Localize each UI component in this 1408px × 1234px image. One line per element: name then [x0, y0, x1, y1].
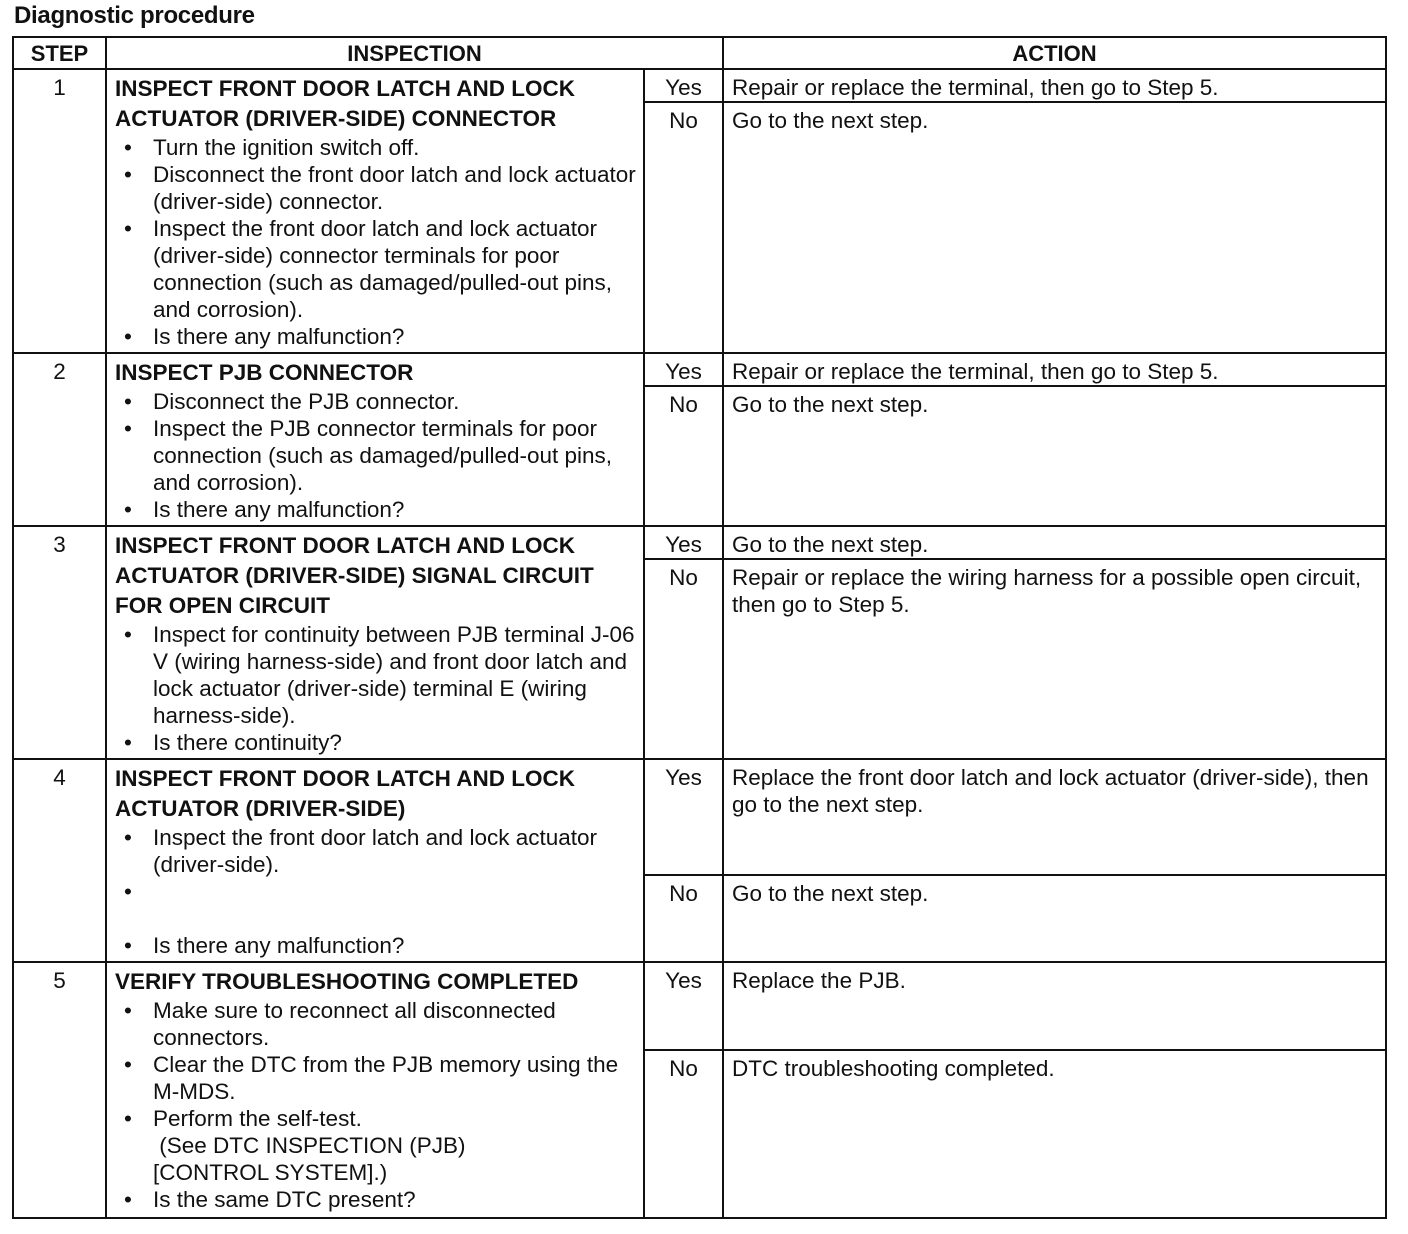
inspection-heading: VERIFY TROUBLESHOOTING COMPLETED — [115, 969, 579, 994]
step-number: 2 — [13, 353, 106, 526]
no-action: Go to the next step. — [723, 102, 1386, 353]
no-label: No — [644, 559, 723, 759]
inspection-bullets — [115, 621, 637, 756]
reference-note-line-1: (See DTC INSPECTION (PJB) — [153, 1133, 466, 1158]
no-action: Go to the next step. — [723, 875, 1386, 962]
bullet-item: • Inspect the front door latch and lock actuator (driver-side) connector terminals for poor connection (such as damaged/pulled-out pins, and corrosion). — [115, 215, 637, 323]
yes-label: Yes — [644, 69, 723, 102]
inspection-cell — [106, 526, 644, 759]
inspection-cell — [106, 759, 644, 962]
no-action: Go to the next step. — [723, 386, 1386, 526]
no-label: No — [644, 102, 723, 353]
yes-label: Yes — [644, 962, 723, 1050]
bullet-item: • Inspect the PJB connector terminals for poor connection (such as damaged/pulled-out pins, and corrosion). — [115, 415, 637, 496]
inspection-heading: INSPECT PJB CONNECTOR — [115, 360, 414, 385]
table-row — [13, 69, 1386, 102]
table-row — [13, 353, 1386, 386]
inspection-bullets — [115, 388, 637, 523]
table-row — [13, 962, 1386, 1050]
bullet-item: • Clear the DTC from the PJB memory using the M-MDS. — [115, 1051, 637, 1105]
no-label: No — [644, 386, 723, 526]
inspection-cell — [106, 69, 644, 353]
step-number: 3 — [13, 526, 106, 759]
diagnostic-table — [12, 36, 1387, 1219]
yes-label: Yes — [644, 759, 723, 875]
bullet-item: • Disconnect the front door latch and lock actuator (driver-side) connector. — [115, 161, 637, 215]
inspection-heading: INSPECT FRONT DOOR LATCH AND LOCK ACTUATOR (DRIVER-SIDE) SIGNAL CIRCUIT FOR OPEN CIRCUIT — [115, 533, 594, 618]
bullet-item: • Turn the ignition switch off. — [115, 134, 637, 161]
no-action: Repair or replace the wiring harness for a possible open circuit, then go to Step 5. — [723, 559, 1386, 759]
inspection-cell — [106, 962, 644, 1218]
no-label: No — [644, 875, 723, 962]
bullet-item: • Is there any malfunction? — [115, 932, 637, 959]
bullet-item: • Disconnect the PJB connector. — [115, 388, 637, 415]
bullet-item: • Inspect the front door latch and lock actuator (driver-side). — [115, 824, 637, 878]
table-row — [13, 526, 1386, 559]
bullet-spacer — [115, 878, 637, 932]
bullet-item: • Is there any malfunction? — [115, 323, 637, 350]
yes-action: Repair or replace the terminal, then go to Step 5. — [723, 69, 1386, 102]
table-row — [13, 759, 1386, 875]
no-label: No — [644, 1050, 723, 1218]
bullet-item: • Is there any malfunction? — [115, 496, 637, 523]
inspection-cell — [106, 353, 644, 526]
reference-note-line-2: [CONTROL SYSTEM].) — [153, 1160, 388, 1185]
step-number: 1 — [13, 69, 106, 353]
step-number: 5 — [13, 962, 106, 1218]
header-inspection: INSPECTION — [106, 37, 723, 69]
page-title: Diagnostic procedure — [14, 2, 255, 29]
yes-label: Yes — [644, 353, 723, 386]
yes-label: Yes — [644, 526, 723, 559]
bullet-item: • Is the same DTC present? — [115, 1186, 637, 1213]
bullet-item: • Is there continuity? — [115, 729, 637, 756]
table-header-row — [13, 37, 1386, 69]
bullet-item: • Make sure to reconnect all disconnected connectors. — [115, 997, 637, 1051]
inspection-heading: INSPECT FRONT DOOR LATCH AND LOCK ACTUATOR (DRIVER-SIDE) — [115, 766, 575, 821]
bullet-item — [115, 1105, 637, 1186]
no-action: DTC troubleshooting completed. — [723, 1050, 1386, 1218]
bullet-text: Perform the self-test. — [153, 1106, 362, 1131]
inspection-bullets — [115, 997, 637, 1213]
bullet-item: • Inspect for continuity between PJB terminal J-06 V (wiring harness-side) and front door latch and lock actuator (driver-side) terminal E (wiring harness-side). — [115, 621, 637, 729]
yes-action: Go to the next step. — [723, 526, 1386, 559]
yes-action: Replace the PJB. — [723, 962, 1386, 1050]
yes-action: Repair or replace the terminal, then go to Step 5. — [723, 353, 1386, 386]
step-number: 4 — [13, 759, 106, 962]
header-action: ACTION — [723, 37, 1386, 69]
yes-action: Replace the front door latch and lock actuator (driver-side), then go to the next step. — [723, 759, 1386, 875]
header-step: STEP — [13, 37, 106, 69]
inspection-bullets — [115, 824, 637, 959]
inspection-bullets — [115, 134, 637, 350]
inspection-heading: INSPECT FRONT DOOR LATCH AND LOCK ACTUATOR (DRIVER-SIDE) CONNECTOR — [115, 76, 575, 131]
